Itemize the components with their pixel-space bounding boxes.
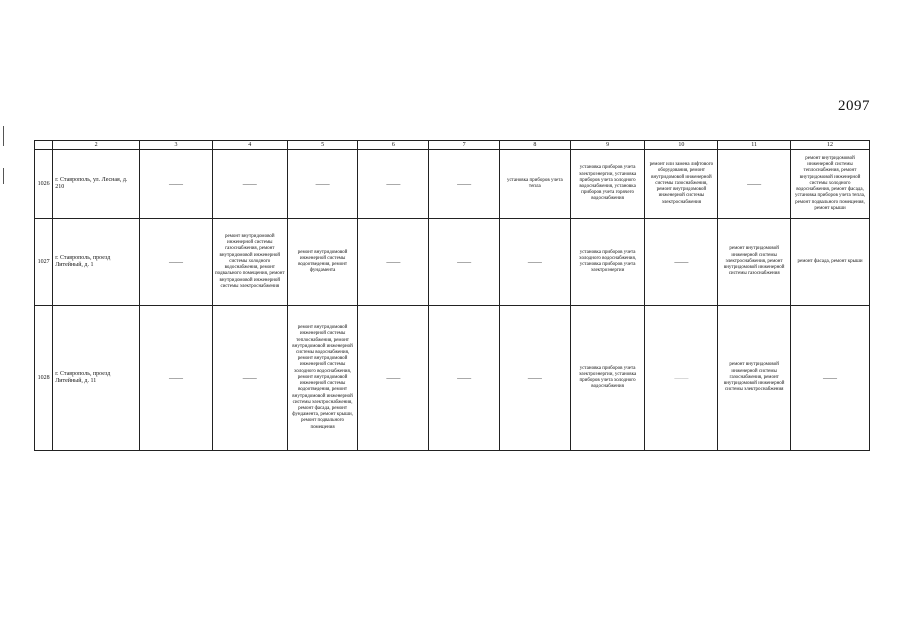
table-cell: —— — [499, 306, 570, 451]
header-cell: 4 — [212, 141, 287, 150]
table-cell: —— — [212, 306, 287, 451]
table-cell: —— — [718, 150, 791, 219]
table-cell: —— — [212, 150, 287, 219]
table-cell: установка приборов учета тепла — [499, 150, 570, 219]
table-cell: —— — [358, 150, 429, 219]
header-cell: 3 — [140, 141, 213, 150]
table-cell: установка приборов учета электроэнергии, установка приборов учета холодного водоснабжения, установка приборов учета горячего водоснабжения — [570, 150, 645, 219]
table-cell: —— — [140, 219, 213, 306]
table-cell: —— — [429, 150, 500, 219]
table-cell: ремонт внутридомовой инженерной системы теплоснабжения, ремонт внутридомовой инженерной системы водоснабжения, ремонт внутридомовой инженерной системы холодного водоснабжения, ремонт внутридомовой инженерной системы водоотведения, ремонт внутридомовой инженерной системы электроснабжения, ремонт фасада, ремонт фундамента, ремонт крыши, ремонт подвального помещения — [287, 306, 358, 451]
header-cell: 8 — [499, 141, 570, 150]
table-cell: установка приборов учета электроэнергии, установка приборов учета холодного водоснабжения — [570, 306, 645, 451]
table-cell: ремонт фасада, ремонт крыши — [791, 219, 870, 306]
repair-schedule-table — [34, 140, 870, 451]
table-cell: ремонт внутридомовой инженерной системы газоснабжения, ремонт внутридомовой инженерной системы электроснабжения — [718, 306, 791, 451]
header-cell: 2 — [53, 141, 140, 150]
column-number-header-row — [35, 141, 870, 150]
page-number: 2097 — [838, 98, 870, 114]
table-cell: —— — [645, 306, 718, 451]
table-row — [35, 150, 870, 219]
row-number: 1027 — [35, 219, 53, 306]
table-cell: —— — [140, 306, 213, 451]
address-cell: г. Ставрополь, проезд Литейный, д. 11 — [53, 306, 140, 451]
row-number: 1026 — [35, 150, 53, 219]
table-cell: —— — [645, 219, 718, 306]
table-cell: ремонт внутридомовой инженерной системы теплоснабжения, ремонт внутридомовой инженерной системы холодного водоснабжения, ремонт фасада, установка приборов учета тепла, ремонт подвального помещения, ремонт крыши — [791, 150, 870, 219]
table-row — [35, 306, 870, 451]
address-cell: г. Ставрополь, проезд Литейный, д. 1 — [53, 219, 140, 306]
header-cell: 12 — [791, 141, 870, 150]
table-cell: ремонт внутридомовой инженерной системы газоснабжения, ремонт внутридомовой инженерной системы холодного водоснабжения, ремонт подвального помещения, ремонт внутридомовой инженерной системы электроснабжения — [212, 219, 287, 306]
table-cell: ремонт внутридомовой инженерной системы водоотведения, ремонт фундамента — [287, 219, 358, 306]
table-cell: —— — [358, 219, 429, 306]
table-cell: —— — [287, 150, 358, 219]
table-cell: —— — [499, 219, 570, 306]
scan-edge-mark — [3, 126, 4, 146]
scan-edge-mark — [3, 168, 4, 184]
table-cell: —— — [429, 306, 500, 451]
table-cell: —— — [429, 219, 500, 306]
table-cell: —— — [791, 306, 870, 451]
header-cell: 7 — [429, 141, 500, 150]
table-row — [35, 219, 870, 306]
table-cell: ремонт внутридомовой инженерной системы электроснабжения, ремонт внутридомовой инженерной системы газоснабжения — [718, 219, 791, 306]
header-cell: 11 — [718, 141, 791, 150]
table-cell: ремонт или замена лифтового оборудования, ремонт внутридомовой инженерной системы газоснабжения, ремонт внутридомовой инженерной системы электроснабжения — [645, 150, 718, 219]
table-cell: —— — [140, 150, 213, 219]
row-number: 1028 — [35, 306, 53, 451]
header-cell: 10 — [645, 141, 718, 150]
header-cell: 6 — [358, 141, 429, 150]
header-cell: 5 — [287, 141, 358, 150]
header-cell — [35, 141, 53, 150]
table-cell: —— — [358, 306, 429, 451]
header-cell: 9 — [570, 141, 645, 150]
table-cell: установка приборов учета холодного водоснабжения, установка приборов учета электроэнергии — [570, 219, 645, 306]
address-cell: г. Ставрополь, ул. Лесная, д. 210 — [53, 150, 140, 219]
